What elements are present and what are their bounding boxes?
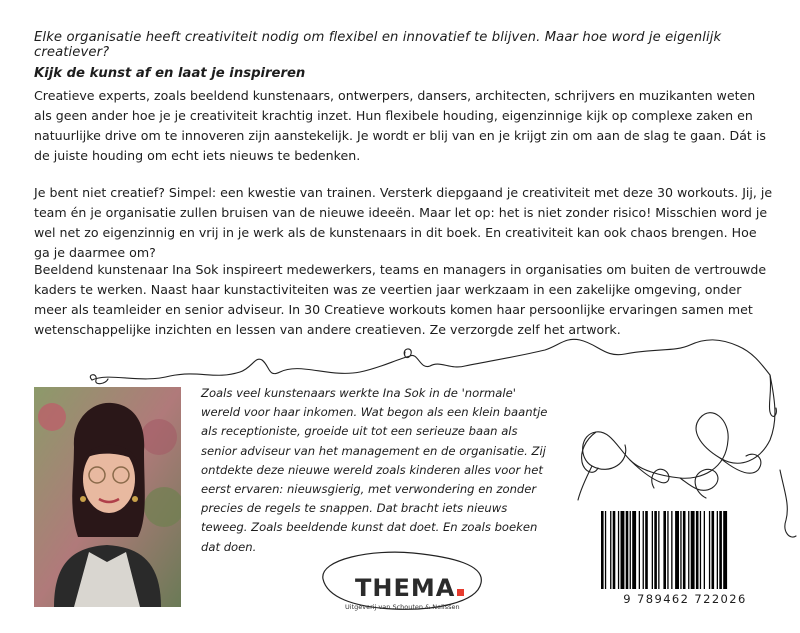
publisher-logo <box>355 574 464 602</box>
paragraph-workouts: Je bent niet creatief? Simpel: een kwestie van trainen. Versterk diepgaand je creativiteit met deze 30 workouts. Jij, je team én je organisatie zullen bruisen van de nieuwe ideeën. Maar let op: het is niet zonder risico! Misschien word je wel net zo eigenzinnig en vrij in je werk als de kunstenaars in dit boek. En creativiteit kan ook chaos brengen. Hoe ga je daarmee om? <box>34 185 773 260</box>
section-heading: Kijk de kunst af en laat je inspireren <box>34 66 306 81</box>
paragraph-author: Beeldend kunstenaar Ina Sok inspireert medewerkers, teams en managers in organisaties om buiten de vertrouwde kaders te werken. Naast haar kunstactiviteiten was ze veertien jaar werkzaam in een zakelijke omgeving, onder meer als teamleider en senior adviseur. In 30 Creatieve workouts komen haar persoonlijke ervaringen samen met wetenschappelijke inzichten en lessen van andere creatieven. Ze verzorgde zelf het artwork. <box>34 262 767 337</box>
author-portrait-photo <box>34 387 181 607</box>
author-bio: Zoals veel kunstenaars werkte Ina Sok in de 'normale' wereld voor haar inkomen. Wat begon als een klein baantje als receptioniste, groeide uit tot een serieuze baan als senior adviseur van het management en de organisatie. Zij ontdekte deze nieuwe wereld zoals kinderen alles voor het eerst ervaren: nieuwsgierig, met verwondering en zonder precies de regels te snappen. Dat bracht iets nieuws teweeg. Zoals beeldende kunst dat doet. En zoals boeken dat doen. <box>201 386 548 554</box>
isbn-number: 9 789462 722026 <box>623 592 747 606</box>
paragraph-experts: Creatieve experts, zoals beeldend kunstenaars, ontwerpers, dansers, architecten, schrijvers en muzikanten weten als geen ander hoe je je creativiteit krachtig inzet. Hun flexibele houding, eigenzinnige kijk op complexe zaken en natuurlijke drive om te innoveren zijn aanstekelijk. Je wordt er blij van en je krijgt zin om aan de slag te gaan. Dát is de juiste houding om echt iets nieuws te bedenken. <box>34 88 766 163</box>
intro-tagline: Elke organisatie heeft creativiteit nodig om flexibel en innovatief te blijven. Maar hoe word je eigenlijk creatiever? <box>34 30 722 60</box>
publisher-subline: Uitgeverij van Schouten & Nelissen <box>345 603 460 611</box>
publisher-name: THEMA <box>355 574 456 602</box>
logo-dot-icon <box>457 589 464 596</box>
